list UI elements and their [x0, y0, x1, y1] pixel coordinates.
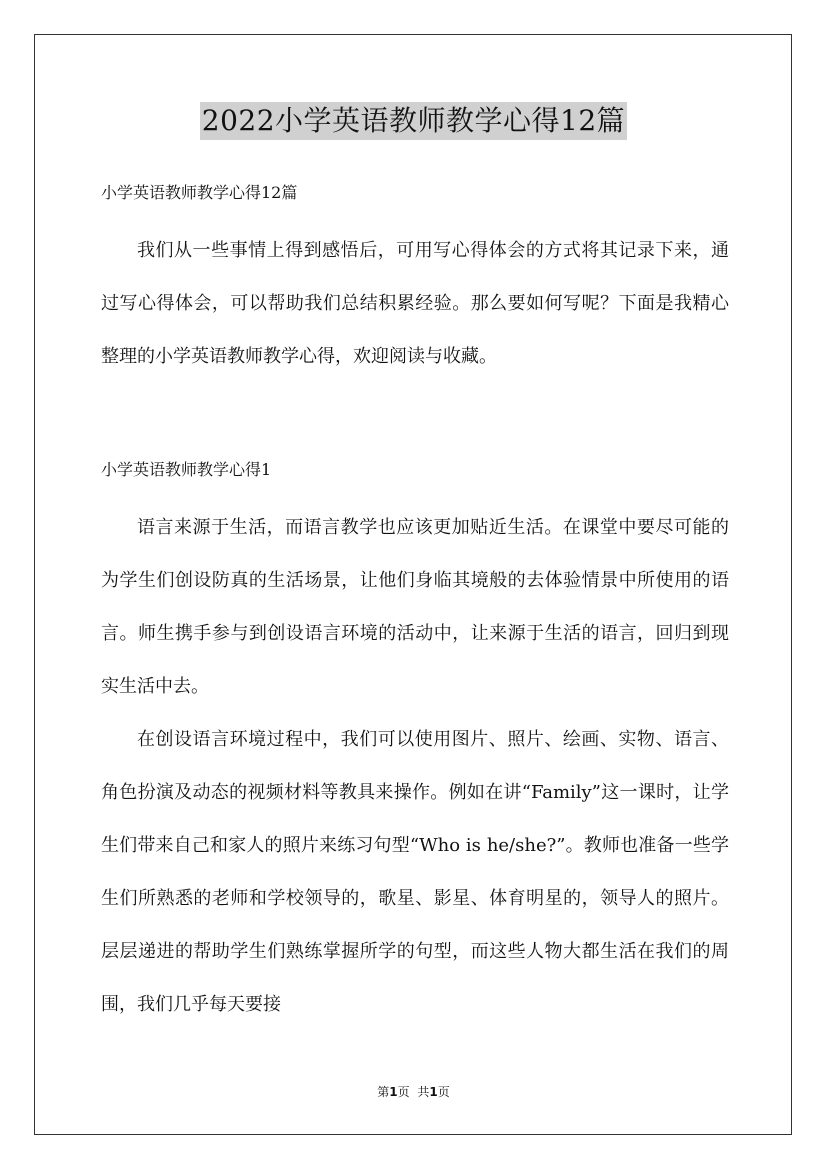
- page-prefix: 第: [377, 1085, 390, 1099]
- document-subtitle: 小学英语教师教学心得12篇: [101, 183, 298, 202]
- title-container: [0, 102, 827, 140]
- section-gap: [101, 383, 729, 453]
- total-suffix: 页: [437, 1085, 450, 1099]
- page-total: 1: [429, 1085, 438, 1099]
- document-body: [101, 176, 729, 1031]
- body-paragraph: 在创设语言环境过程中，我们可以使用图片、照片、绘画、实物、语言、角色扮演及动态的视频材料等教具来操作。例如在讲“Family”这一课时，让学生们带来自己和家人的照片来练习句型“Who is he/she?”。教师也准备一些学生们所熟悉的老师和学校领导的，歌星、影星、体育明星的，领导人的照片。层层递进的帮助学生们熟练掌握所学的句型，而这些人物大都生活在我们的周围，我们几乎每天要接: [101, 729, 729, 1015]
- page-footer: [0, 1083, 827, 1100]
- document-title: 2022小学英语教师教学心得12篇: [200, 102, 627, 140]
- total-prefix: 共: [417, 1085, 430, 1099]
- section-title: 小学英语教师教学心得1: [101, 460, 272, 479]
- intro-paragraph: 我们从一些事情上得到感悟后，可用写心得体会的方式将其记录下来，通过写心得体会，可以帮助我们总结积累经验。那么要如何写呢？下面是我精心整理的小学英语教师教学心得，欢迎阅读与收藏。: [101, 240, 729, 367]
- page-current: 1: [389, 1085, 398, 1099]
- body-paragraph: 语言来源于生活，而语言教学也应该更加贴近生活。在课堂中要尽可能的为学生们创设防真的生活场景，让他们身临其境般的去体验情景中所使用的语言。师生携手参与到创设语言环境的活动中，让来源于生活的语言，回归到现实生活中去。: [101, 517, 729, 697]
- page-suffix: 页: [397, 1085, 410, 1099]
